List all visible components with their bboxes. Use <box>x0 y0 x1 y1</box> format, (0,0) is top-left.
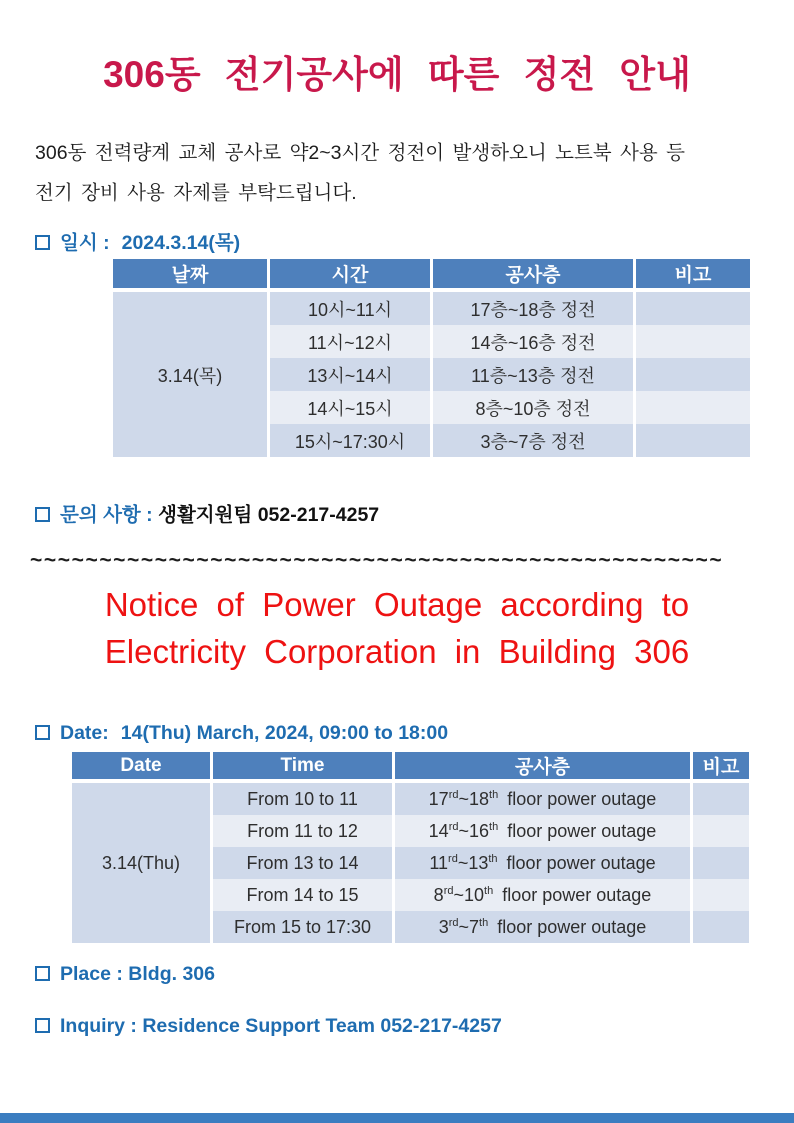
english-schedule-table <box>72 752 749 943</box>
time-cell: From 13 to 14 <box>213 847 395 879</box>
floors-cell: 3rd~7th floor power outage <box>395 911 693 943</box>
column-header-floors: 공사층 <box>395 752 693 783</box>
note-cell <box>693 815 749 847</box>
intro-line-2: 전기 장비 사용 자제를 부탁드립니다. <box>35 182 357 204</box>
inquiry-value-korean: 생활지원팀 052-217-4257 <box>158 504 380 526</box>
floors-cell: 8rd~10th floor power outage <box>395 879 693 911</box>
floors-cell: 14rd~16th floor power outage <box>395 815 693 847</box>
date-value-english: 14(Thu) March, 2024, 09:00 to 18:00 <box>120 722 449 744</box>
time-cell: From 11 to 12 <box>213 815 395 847</box>
inquiry-label-english: Inquiry : <box>60 1015 137 1037</box>
time-cell: From 10 to 11 <box>213 783 395 815</box>
note-cell <box>693 847 749 879</box>
column-header-time: 시간 <box>270 259 433 292</box>
column-header-time: Time <box>213 752 395 783</box>
table-row <box>72 783 749 815</box>
place-label: Place : <box>60 963 123 985</box>
intro-line-1: 306동 전력량계 교체 공사로 약2~3시간 정전이 발생하오니 노트북 사용 등 <box>35 142 685 164</box>
column-header-date: 날짜 <box>113 259 270 292</box>
date-cell: 3.14(Thu) <box>72 783 213 943</box>
inquiry-value-english: Residence Support Team 052-217-4257 <box>142 1015 502 1037</box>
inquiry-row-english <box>35 1015 502 1038</box>
time-cell: From 15 to 17:30 <box>213 911 395 943</box>
note-cell <box>636 325 750 358</box>
checkbox-bullet-icon <box>35 507 50 522</box>
date-value-korean: 2024.3.14(목) <box>121 232 241 254</box>
floors-cell: 11층~13층 정전 <box>433 358 636 391</box>
english-title-line-2: Electricity Corporation in Building 306 <box>104 633 690 670</box>
checkbox-bullet-icon <box>35 966 50 981</box>
english-title-line-1: Notice of Power Outage according to <box>104 586 690 623</box>
floors-cell: 17층~18층 정전 <box>433 292 636 325</box>
floors-cell: 14층~16층 정전 <box>433 325 636 358</box>
floors-cell: 17rd~18th floor power outage <box>395 783 693 815</box>
checkbox-bullet-icon <box>35 725 50 740</box>
intro-paragraph <box>35 133 765 213</box>
note-cell <box>636 292 750 325</box>
korean-schedule-table <box>113 259 750 457</box>
column-header-note: 비고 <box>693 752 749 783</box>
table-row <box>113 292 750 325</box>
place-row <box>35 963 215 986</box>
floors-cell: 11rd~13th floor power outage <box>395 847 693 879</box>
note-cell <box>636 391 750 424</box>
column-header-floors: 공사층 <box>433 259 636 292</box>
inquiry-row-korean <box>35 499 379 527</box>
note-cell <box>636 424 750 457</box>
floors-cell: 8층~10층 정전 <box>433 391 636 424</box>
column-header-date: Date <box>72 752 213 783</box>
place-value: Bldg. 306 <box>128 963 215 985</box>
column-header-note: 비고 <box>636 259 750 292</box>
date-row-english <box>35 722 448 745</box>
english-title <box>0 581 794 675</box>
date-cell: 3.14(목) <box>113 292 270 457</box>
table-header-row <box>113 259 750 292</box>
date-label-korean: 일시 : <box>60 232 110 254</box>
note-cell <box>693 783 749 815</box>
table-header-row <box>72 752 749 783</box>
note-cell <box>693 911 749 943</box>
date-label-english: Date: <box>60 722 109 744</box>
time-cell: From 14 to 15 <box>213 879 395 911</box>
note-cell <box>693 879 749 911</box>
date-row-korean <box>35 227 240 255</box>
checkbox-bullet-icon <box>35 1018 50 1033</box>
note-cell <box>636 358 750 391</box>
checkbox-bullet-icon <box>35 235 50 250</box>
time-cell: 10시~11시 <box>270 292 433 325</box>
korean-title: 306동 전기공사에 따른 정전 안내 <box>103 54 691 95</box>
time-cell: 13시~14시 <box>270 358 433 391</box>
time-cell: 11시~12시 <box>270 325 433 358</box>
tilde-separator: ~~~~~~~~~~~~~~~~~~~~~~~~~~~~~~~~~~~~~~~~~~~~~~~~~~ <box>30 549 724 572</box>
floors-cell: 3층~7층 정전 <box>433 424 636 457</box>
time-cell: 14시~15시 <box>270 391 433 424</box>
inquiry-label-korean: 문의 사항 : <box>60 504 153 526</box>
time-cell: 15시~17:30시 <box>270 424 433 457</box>
footer-accent-bar <box>0 1113 794 1123</box>
